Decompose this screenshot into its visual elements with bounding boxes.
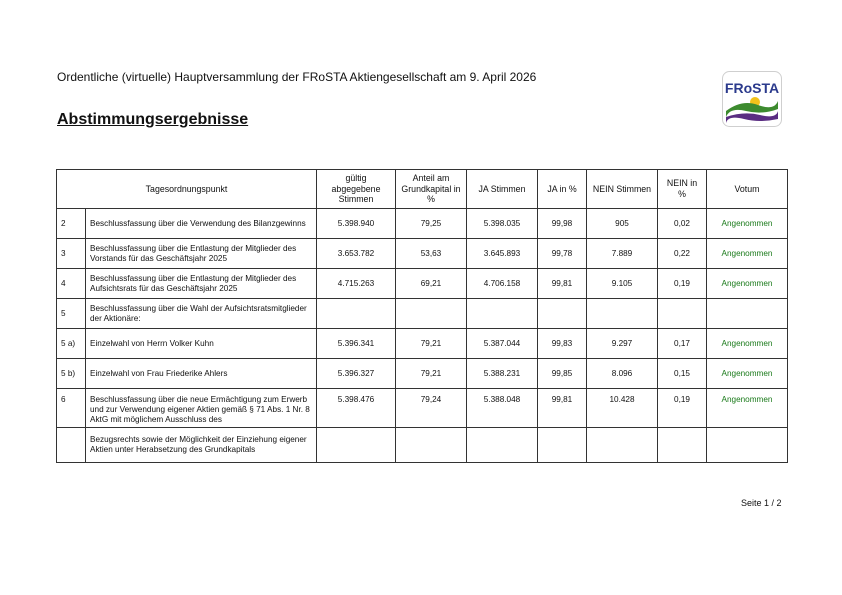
share-capital-pct: 69,21 [396, 269, 467, 299]
yes-votes: 5.398.035 [467, 209, 538, 239]
no-pct: 0,17 [658, 329, 707, 359]
share-capital-pct: 79,25 [396, 209, 467, 239]
agenda-number: 3 [57, 239, 86, 269]
voting-results-table [56, 169, 788, 463]
agenda-description: Einzelwahl von Herrn Volker Kuhn [86, 329, 317, 359]
no-votes: 10.428 [587, 389, 658, 428]
agenda-description: Beschlussfassung über die Entlastung der Mitglieder des Vorstands für das Geschäftsjahr 2025 [86, 239, 317, 269]
empty-cell [538, 427, 587, 462]
agenda-number: 5 [57, 299, 86, 329]
table-row [57, 209, 788, 239]
valid-votes: 4.715.263 [317, 269, 396, 299]
no-votes: 7.889 [587, 239, 658, 269]
no-votes: 9.105 [587, 269, 658, 299]
no-pct [658, 299, 707, 329]
yes-pct: 99,81 [538, 269, 587, 299]
valid-votes: 5.398.940 [317, 209, 396, 239]
table-header-row [57, 170, 788, 209]
empty-cell [707, 427, 788, 462]
share-capital-pct: 53,63 [396, 239, 467, 269]
col-header-share-capital: Anteil am Grundkapital in % [396, 170, 467, 209]
col-header-votum: Votum [707, 170, 788, 209]
svg-text:FRoSTA: FRoSTA [724, 80, 780, 96]
col-header-yes-votes: JA Stimmen [467, 170, 538, 209]
yes-votes: 5.388.048 [467, 389, 538, 428]
agenda-number: 5 b) [57, 359, 86, 389]
col-header-no-pct: NEIN in % [658, 170, 707, 209]
empty-cell [317, 427, 396, 462]
yes-pct: 99,78 [538, 239, 587, 269]
no-votes [587, 299, 658, 329]
agenda-description-continued: Bezugsrechts sowie der Möglichkeit der Einziehung eigener Aktien unter Herabsetzung des Grundkapitals [86, 427, 317, 462]
votum-status: Angenommen [707, 239, 788, 269]
agenda-description: Einzelwahl von Frau Friederike Ahlers [86, 359, 317, 389]
share-capital-pct: 79,21 [396, 329, 467, 359]
votum-status: Angenommen [707, 359, 788, 389]
no-pct: 0,19 [658, 269, 707, 299]
valid-votes: 5.396.327 [317, 359, 396, 389]
no-pct: 0,15 [658, 359, 707, 389]
valid-votes: 5.398.476 [317, 389, 396, 428]
share-capital-pct: 79,24 [396, 389, 467, 428]
table-row [57, 299, 788, 329]
col-header-agenda: Tagesordnungspunkt [57, 170, 317, 209]
share-capital-pct [396, 299, 467, 329]
agenda-number: 6 [57, 389, 86, 428]
col-header-valid-votes: gültig abgegebene Stimmen [317, 170, 396, 209]
col-header-yes-pct: JA in % [538, 170, 587, 209]
yes-pct: 99,83 [538, 329, 587, 359]
yes-votes: 3.645.893 [467, 239, 538, 269]
no-votes: 9.297 [587, 329, 658, 359]
empty-cell [587, 427, 658, 462]
share-capital-pct: 79,21 [396, 359, 467, 389]
empty-cell [57, 427, 86, 462]
agenda-description: Beschlussfassung über die neue Ermächtigung zum Erwerb und zur Verwendung eigener Aktien gemäß § 71 Abs. 1 Nr. 8 AktG mit möglichem Ausschluss des [86, 389, 317, 428]
table-row [57, 329, 788, 359]
yes-pct: 99,85 [538, 359, 587, 389]
table-row [57, 239, 788, 269]
yes-pct: 99,98 [538, 209, 587, 239]
votum-status: Angenommen [707, 269, 788, 299]
valid-votes [317, 299, 396, 329]
empty-cell [467, 427, 538, 462]
col-header-no-votes: NEIN Stimmen [587, 170, 658, 209]
votum-status: Angenommen [707, 329, 788, 359]
page-number: Seite 1 / 2 [741, 498, 782, 508]
table-row [57, 427, 788, 462]
no-votes: 905 [587, 209, 658, 239]
no-votes: 8.096 [587, 359, 658, 389]
valid-votes: 5.396.341 [317, 329, 396, 359]
agenda-description: Beschlussfassung über die Entlastung der Mitglieder des Aufsichtsrats für das Geschäftsjahr 2025 [86, 269, 317, 299]
yes-votes: 4.706.158 [467, 269, 538, 299]
no-pct: 0,02 [658, 209, 707, 239]
agenda-number: 2 [57, 209, 86, 239]
agenda-number: 4 [57, 269, 86, 299]
table-row [57, 359, 788, 389]
yes-votes: 5.388.231 [467, 359, 538, 389]
document-subtitle: Ordentliche (virtuelle) Hauptversammlung der FRoSTA Aktiengesellschaft am 9. April 2026 [57, 70, 537, 84]
agenda-number: 5 a) [57, 329, 86, 359]
page-title: Abstimmungsergebnisse [57, 111, 249, 128]
table-row [57, 269, 788, 299]
votum-status [707, 299, 788, 329]
votum-status: Angenommen [707, 389, 788, 428]
valid-votes: 3.653.782 [317, 239, 396, 269]
votum-status: Angenommen [707, 209, 788, 239]
empty-cell [396, 427, 467, 462]
frosta-logo [722, 71, 782, 127]
yes-votes [467, 299, 538, 329]
table-row [57, 389, 788, 428]
agenda-description: Beschlussfassung über die Wahl der Aufsichtsratsmitglieder der Aktionäre: [86, 299, 317, 329]
no-pct: 0,19 [658, 389, 707, 428]
empty-cell [658, 427, 707, 462]
no-pct: 0,22 [658, 239, 707, 269]
yes-pct [538, 299, 587, 329]
yes-votes: 5.387.044 [467, 329, 538, 359]
yes-pct: 99,81 [538, 389, 587, 428]
agenda-description: Beschlussfassung über die Verwendung des Bilanzgewinns [86, 209, 317, 239]
